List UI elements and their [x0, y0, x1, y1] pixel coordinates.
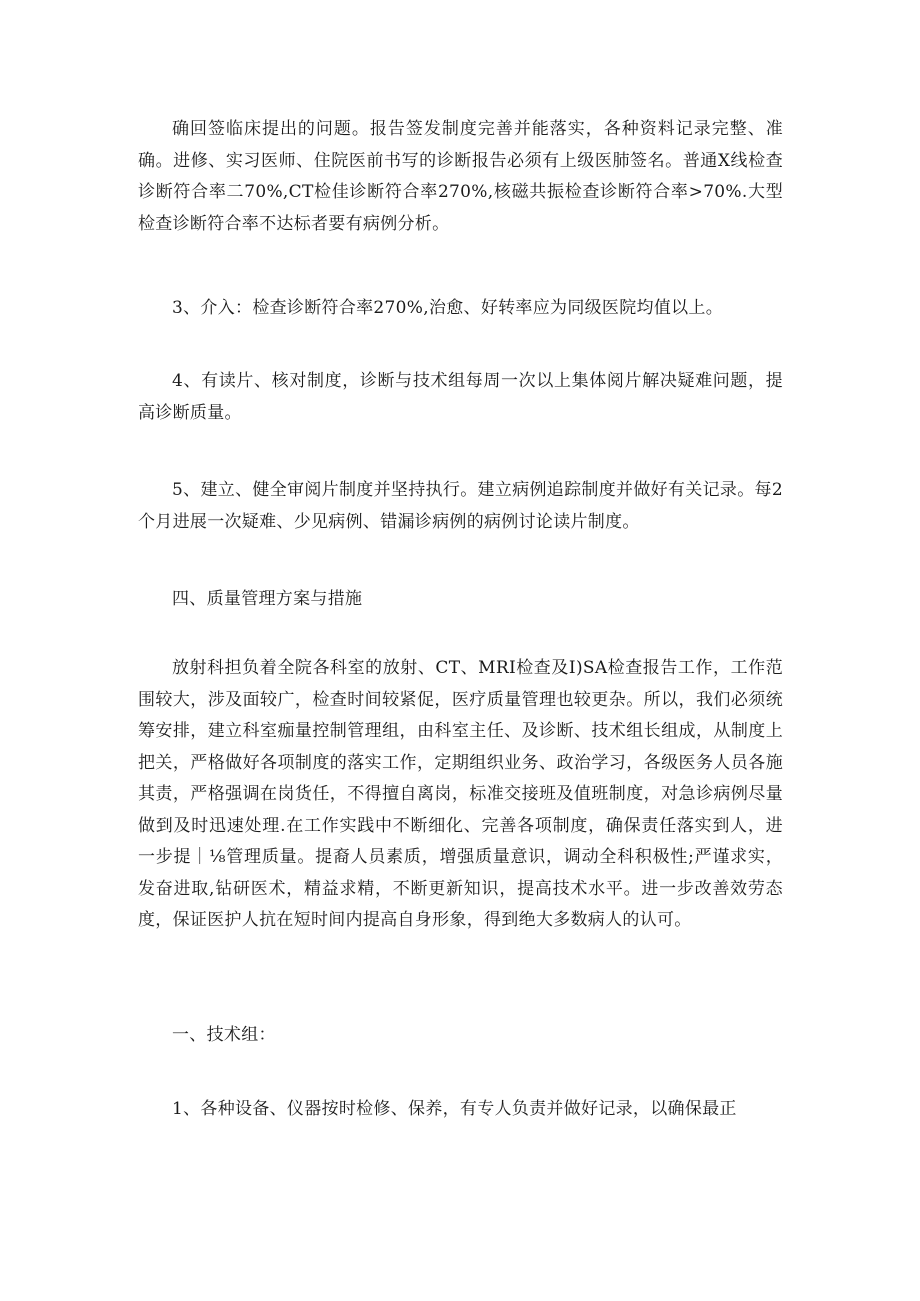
- paragraph-item-4-film-reading: 4、有读片、核对制度，诊断与技术组每周一次以上集体阅片解决疑难问题，提高诊断质量。: [138, 371, 783, 423]
- paragraph-radiology-overview: 放射科担负着全院各科室的放射、CT、MRI检查及I)SA检查报告工作，工作范围较大，涉及面较广，检查时间较紧促，医疗质量管理也较更杂。所以，我们必须统筹安排，建立科室痂量控制管理组，由科室主任、及诊断、技术组长组成，从制度上把关，严格做好各项制度的落实工作，定期组织业务、政治学习，各级医务人员各施其责，严格强调在岗货任，不得擅自离岗，标准交接班及值班制度，对急诊病例尽量做到及时迅速处理.在工作实践中不断细化、完善各项制度，确保责任落实到人，进一步提｜⅛管理质量。提裔人员素质，增强质量意识，调动全科积极性;严谨求实，发奋进取,钻研医术，精益求精，不断更新知识，提高技术水平。进一步改善效劳态度，保证医护人抗在短时间内提高自身形象，得到绝大多数病人的认可。: [138, 658, 783, 930]
- paragraph-item-3-intervention: 3、介入：检查诊断符合率270%,治愈、好转率应为同级医院均值以上。: [172, 298, 724, 318]
- section-heading-technical-group: 一、技术组：: [172, 1025, 276, 1045]
- paragraph-report-signoff: 确回签临床提出的问题。报告签发制度完善并能落实，各种资料记录完整、准确。进修、实习医师、住院医前书写的诊断报告必须有上级医肺签名。普通X线检查诊断符合率二70%,CT检佳诊断符合率270%,核磁共振检查诊断符合率>70%.大型检查诊断符合率不达标者要有病例分析。: [138, 119, 783, 234]
- paragraph-item-5-review-system: 5、建立、健全审阅片制度并坚持执行。建立病例追踪制度并做好有关记录。每2个月进展一次疑难、少见病例、错漏诊病例的病例讨论读片制度。: [138, 480, 783, 532]
- paragraph-item-1-equipment: 1、各种设备、仪器按时检修、保养，有专人负责并做好记录，以确保最正: [172, 1099, 737, 1119]
- section-heading-quality-management: 四、质量管理方案与措施: [172, 589, 363, 609]
